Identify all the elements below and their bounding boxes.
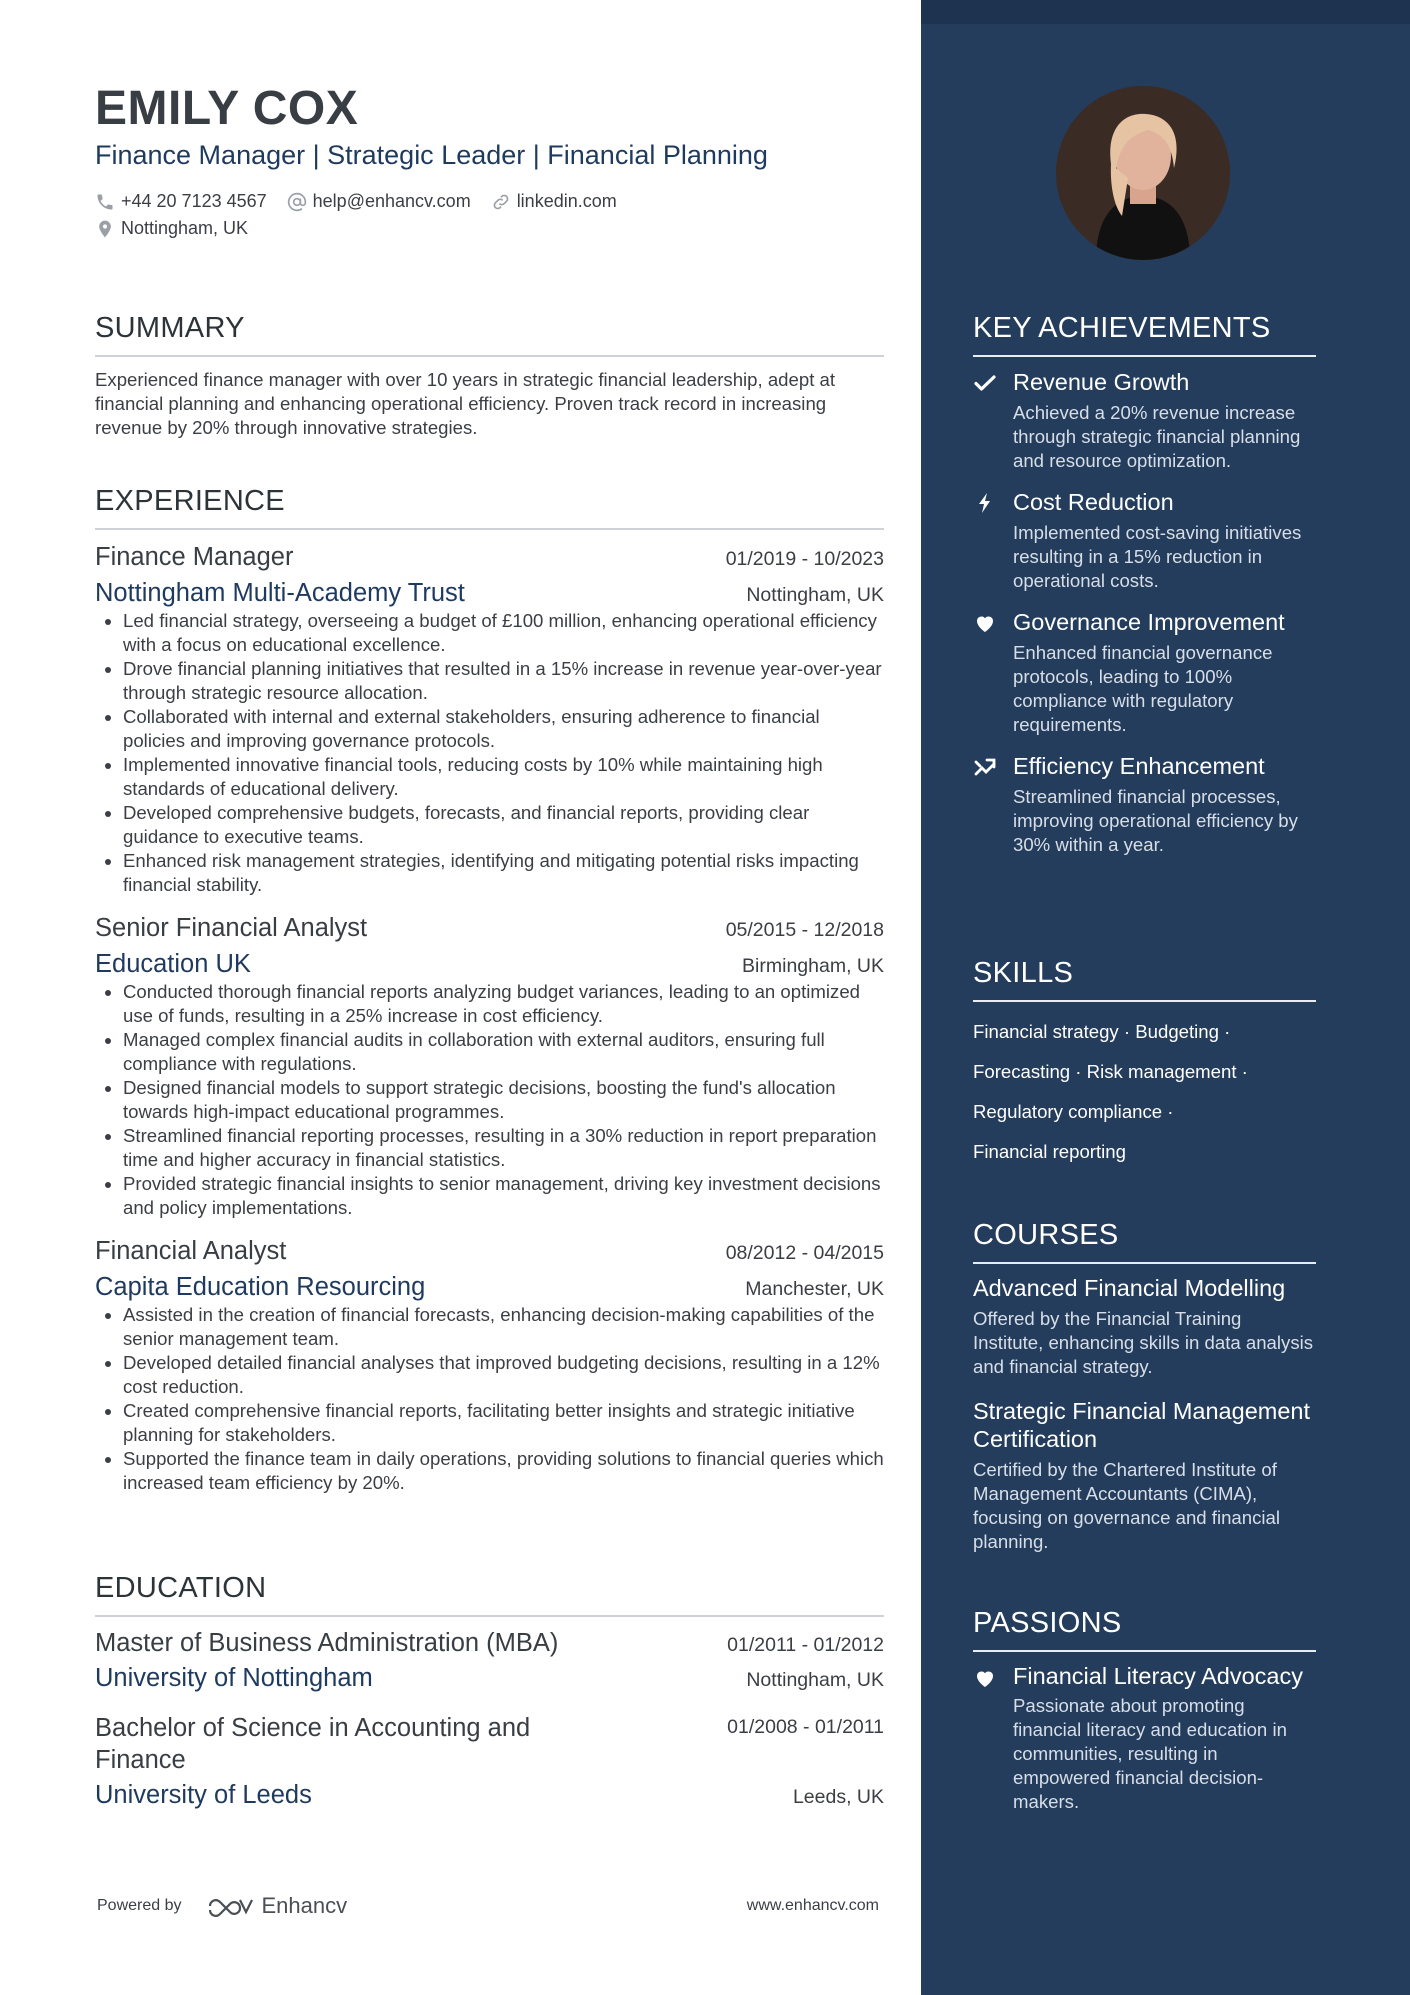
- job-organization: Nottingham Multi-Academy Trust: [95, 579, 465, 607]
- phone-text: +44 20 7123 4567: [121, 191, 267, 211]
- achievement-desc: Achieved a 20% revenue increase through strategic financial planning and resource optimization.: [1013, 402, 1301, 471]
- summary-section: [95, 310, 884, 440]
- at-icon: [287, 192, 307, 212]
- achievement-item: [973, 607, 1316, 737]
- achievements-title: KEY ACHIEVEMENTS: [973, 312, 1271, 344]
- skill-line: Financial strategy · Budgeting ·: [973, 1021, 1231, 1042]
- skills-section: [973, 955, 1316, 1172]
- achievement-title: Revenue Growth: [1013, 369, 1190, 395]
- brand-logo[interactable]: [206, 1893, 348, 1919]
- job-title: Finance Manager: [95, 543, 294, 571]
- candidate-headline: Finance Manager | Strategic Leader | Financial Planning: [95, 140, 768, 170]
- education-entry: [95, 1712, 884, 1811]
- job-location: Nottingham, UK: [746, 584, 884, 606]
- course-title: Advanced Financial Modelling: [973, 1275, 1286, 1301]
- section-divider: [973, 355, 1316, 357]
- job-bullet: • Provided strategic financial insights to senior management, driving key investment decisions and policy implementations.: [123, 1172, 884, 1220]
- enhancv-logo-icon: [206, 1894, 254, 1918]
- email-text: help@enhancv.com: [312, 191, 471, 211]
- achievement-title: Efficiency Enhancement: [1013, 753, 1265, 779]
- job-bullet: • Managed complex financial audits in collaboration with external auditors, ensuring full compliance with regulations.: [123, 1028, 884, 1076]
- job-bullet: • Led financial strategy, overseeing a budget of £100 million, enhancing operational efficiency with a focus on educational excellence.: [123, 609, 884, 657]
- section-divider: [973, 1000, 1316, 1002]
- job-entry: [95, 540, 884, 897]
- skill-line: Financial reporting: [973, 1141, 1126, 1162]
- lightning-icon: [973, 491, 997, 515]
- experience-title: EXPERIENCE: [95, 485, 285, 517]
- sidebar-top-band: [921, 0, 1410, 24]
- link-text: linkedin.com: [516, 191, 617, 211]
- skill-line: Regulatory compliance ·: [973, 1101, 1174, 1122]
- summary-text: Experienced finance manager with over 10 years in strategic financial leadership, adept at financial planning and enhancing operational efficiency. Proven track record in increasing revenue by 20% through innovative strategies.: [95, 369, 836, 438]
- achievement-desc: Streamlined financial processes, improving operational efficiency by 30% within a year.: [1013, 786, 1298, 855]
- job-entry: [95, 1234, 884, 1495]
- experience-section: [95, 483, 884, 1495]
- email-contact[interactable]: [287, 188, 471, 215]
- achievement-item: [973, 367, 1316, 473]
- achievement-item: [973, 751, 1316, 857]
- job-bullet: • Assisted in the creation of financial forecasts, enhancing decision-making capabilities of the senior management team.: [123, 1303, 884, 1351]
- job-bullet: • Developed detailed financial analyses that improved budgeting decisions, resulting in a 12% cost reduction.: [123, 1351, 884, 1399]
- main-column: [95, 80, 884, 1809]
- education-section: [95, 1570, 884, 1811]
- section-divider: [95, 528, 884, 530]
- section-divider: [973, 1262, 1316, 1264]
- job-bullets: [95, 980, 884, 1220]
- location-pin-icon: [95, 219, 115, 239]
- courses-title: COURSES: [973, 1219, 1119, 1251]
- passions-section: [973, 1605, 1316, 1814]
- course-item: [973, 1274, 1316, 1379]
- heart-icon: [973, 1666, 997, 1690]
- location-contact: [95, 215, 248, 242]
- school-name: University of Leeds: [95, 1781, 312, 1809]
- passion-title: Financial Literacy Advocacy: [1013, 1663, 1303, 1689]
- course-item: [973, 1397, 1316, 1554]
- checkmark-icon: [973, 371, 997, 395]
- link-icon: [491, 192, 511, 212]
- achievement-title: Cost Reduction: [1013, 489, 1174, 515]
- course-title: Strategic Financial Management Certification: [973, 1398, 1311, 1452]
- achievement-desc: Implemented cost-saving initiatives resulting in a 15% reduction in operational costs.: [1013, 522, 1302, 591]
- avatar: [1056, 86, 1230, 260]
- powered-by: [97, 1893, 347, 1919]
- job-title: Senior Financial Analyst: [95, 914, 368, 942]
- contact-info: [95, 188, 884, 242]
- skills-title: SKILLS: [973, 957, 1074, 989]
- job-bullet: • Conducted thorough financial reports analyzing budget variances, leading to an optimized use of funds, resulting in a 25% increase in cost efficiency.: [123, 980, 884, 1028]
- job-dates: 01/2019 - 10/2023: [725, 548, 884, 570]
- job-bullet: • Streamlined financial reporting processes, resulting in a 30% reduction in report preparation time and higher accuracy in financial statistics.: [123, 1124, 884, 1172]
- achievements-section: [973, 310, 1316, 857]
- school-name: University of Nottingham: [95, 1664, 373, 1692]
- sidebar: [921, 0, 1410, 1995]
- summary-title: SUMMARY: [95, 312, 245, 344]
- school-location: Nottingham, UK: [746, 1669, 884, 1691]
- course-desc: Certified by the Chartered Institute of Management Accountants (CIMA), focusing on governance and financial planning.: [973, 1459, 1281, 1552]
- education-entry: [95, 1627, 884, 1694]
- job-bullets: [95, 1303, 884, 1495]
- job-location: Manchester, UK: [745, 1278, 884, 1300]
- course-desc: Offered by the Financial Training Institute, enhancing skills in data analysis and financial strategy.: [973, 1308, 1314, 1377]
- degree-title: Master of Business Administration (MBA): [95, 1629, 559, 1657]
- education-dates: 01/2008 - 01/2011: [727, 1716, 884, 1738]
- website-link[interactable]: www.enhancv.com: [746, 1897, 879, 1914]
- school-location: Leeds, UK: [792, 1786, 884, 1808]
- achievement-title: Governance Improvement: [1013, 609, 1285, 635]
- passion-desc: Passionate about promoting financial literacy and education in communities, resulting in empowered financial decision-makers.: [1013, 1695, 1287, 1812]
- job-bullet: • Designed financial models to support strategic decisions, boosting the fund's allocation towards high-impact educational programmes.: [123, 1076, 884, 1124]
- profile-photo-icon: [1056, 86, 1230, 260]
- powered-by-label: Powered by: [97, 1897, 182, 1914]
- education-dates: 01/2011 - 01/2012: [727, 1634, 884, 1656]
- education-title: EDUCATION: [95, 1572, 267, 1604]
- job-bullet: • Developed comprehensive budgets, forecasts, and financial reports, providing clear guidance to executive teams.: [123, 801, 884, 849]
- section-divider: [95, 1615, 884, 1617]
- passion-item: [973, 1662, 1316, 1814]
- job-bullet: • Supported the finance team in daily operations, providing solutions to financial queries which increased team efficiency by 20%.: [123, 1447, 884, 1495]
- job-bullet: • Drove financial planning initiatives that resulted in a 15% increase in revenue year-over-year through strategic resource allocation.: [123, 657, 884, 705]
- job-organization: Capita Education Resourcing: [95, 1273, 426, 1301]
- job-location: Birmingham, UK: [742, 955, 884, 977]
- achievement-item: [973, 487, 1316, 593]
- achievement-desc: Enhanced financial governance protocols, leading to 100% compliance with regulatory requirements.: [1013, 642, 1273, 735]
- job-bullets: [95, 609, 884, 897]
- job-bullet: • Enhanced risk management strategies, identifying and mitigating potential risks impacting financial stability.: [123, 849, 884, 897]
- section-divider: [973, 1650, 1316, 1652]
- skills-list: [973, 1012, 1316, 1172]
- courses-section: [973, 1217, 1316, 1554]
- passions-title: PASSIONS: [973, 1607, 1122, 1639]
- job-entry: [95, 911, 884, 1220]
- skill-line: Forecasting · Risk management ·: [973, 1061, 1248, 1082]
- footer: [97, 1893, 879, 1919]
- growth-arrow-icon: [973, 755, 997, 779]
- job-dates: 08/2012 - 04/2015: [725, 1242, 884, 1264]
- brand-name: Enhancv: [261, 1893, 348, 1918]
- candidate-name: EMILY COX: [95, 82, 359, 135]
- job-bullet: • Created comprehensive financial reports, facilitating better insights and strategic initiative planning for stakeholders.: [123, 1399, 884, 1447]
- job-bullet: • Implemented innovative financial tools, reducing costs by 10% while maintaining high standards of educational delivery.: [123, 753, 884, 801]
- heart-icon: [973, 611, 997, 635]
- job-bullet: • Collaborated with internal and external stakeholders, ensuring adherence to financial policies and improving governance protocols.: [123, 705, 884, 753]
- link-contact[interactable]: [491, 188, 617, 215]
- job-organization: Education UK: [95, 950, 251, 978]
- phone-icon: [95, 192, 115, 212]
- section-divider: [95, 355, 884, 357]
- job-dates: 05/2015 - 12/2018: [725, 919, 884, 941]
- degree-title: Bachelor of Science in Accounting and Finance: [95, 1714, 531, 1774]
- location-text: Nottingham, UK: [121, 218, 249, 238]
- phone-contact[interactable]: [95, 188, 267, 215]
- job-title: Financial Analyst: [95, 1237, 287, 1265]
